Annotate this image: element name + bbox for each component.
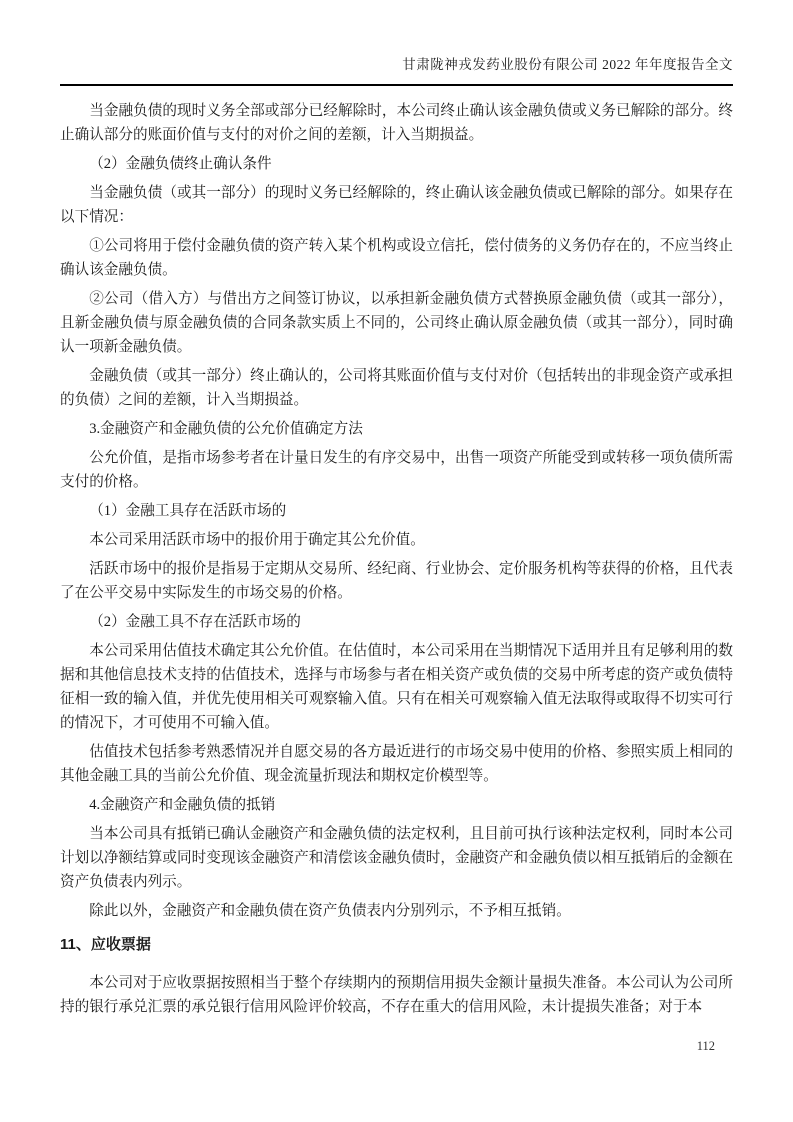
paragraph: 公允价值，是指市场参考者在计量日发生的有序交易中，出售一项资产所能受到或转移一项负债所需支付的价格。: [60, 450, 733, 490]
paragraph: 估值技术包括参考熟悉情况并自愿交易的各方最近进行的市场交易中使用的价格、参照实质上相同的其他金融工具的当前公允价值、现金流量折现法和期权定价模型等。: [60, 744, 733, 784]
paragraph: 当本公司具有抵销已确认金融资产和金融负债的法定权利，且目前可执行该种法定权利，同时本公司计划以净额结算或同时变现该金融资产和清偿该金融负债时，金融资产和金融负债以相互抵销后的金额在资产负债表内列示。: [60, 826, 733, 890]
paragraph: 活跃市场中的报价是指易于定期从交易所、经纪商、行业协会、定价服务机构等获得的价格，且代表了在公平交易中实际发生的市场交易的价格。: [60, 561, 733, 601]
paragraph: 本公司采用活跃市场中的报价用于确定其公允价值。: [89, 532, 425, 548]
document-body: [60, 99, 733, 1024]
paragraph: 当金融负债的现时义务全部或部分已经解除时，本公司终止确认该金融负债或义务已解除的部分。终止确认部分的账面价值与支付的对价之间的差额，计入当期损益。: [60, 103, 733, 143]
paragraph: 本公司对于应收票据按照相当于整个存续期内的预期信用损失金额计量损失准备。本公司认为公司所持的银行承兑汇票的承兑银行信用风险评价较高，不存在重大的信用风险，未计提损失准备；对于本: [60, 975, 733, 1015]
paragraph: （2）金融工具不存在活跃市场的: [89, 614, 301, 630]
paragraph: ①公司将用于偿付金融负债的资产转入某个机构或设立信托，偿付债务的义务仍存在的，不应当终止确认该金融负债。: [60, 238, 733, 278]
paragraph: 当金融负债（或其一部分）的现时义务已经解除的，终止确认该金融负债或已解除的部分。如果存在以下情况：: [60, 185, 733, 225]
paragraph: 本公司采用估值技术确定其公允价值。在估值时，本公司采用在当期情况下适用并且有足够利用的数据和其他信息技术支持的估值技术，选择与市场参与者在相关资产或负债的交易中所考虑的资产或负债特征相一致的输入值，并优先使用相关可观察输入值。只有在相关可观察输入值无法取得或取得不切实可行的情况下，才可使用不可输入值。: [60, 643, 733, 731]
paragraph: （2）金融负债终止确认条件: [89, 156, 272, 172]
section-heading: 11、应收票据: [60, 936, 151, 953]
paragraph: 金融负债（或其一部分）终止确认的，公司将其账面价值与支付对价（包括转出的非现金资产或承担的负债）之间的差额，计入当期损益。: [60, 368, 733, 408]
paragraph: 3.金融资产和金融负债的公允价值确定方法: [89, 421, 363, 437]
paragraph: ②公司（借入方）与借出方之间签订协议，以承担新金融负债方式替换原金融负债（或其一部分），且新金融负债与原金融负债的合同条款实质上不同的，公司终止确认原金融负债（或其一部分），同时确认一项新金融负债。: [60, 291, 733, 355]
paragraph: 4.金融资产和金融负债的抵销: [89, 797, 276, 813]
header-divider: [60, 84, 733, 86]
page-header-text: 甘肃陇神戎发药业股份有限公司 2022 年年度报告全文: [402, 57, 733, 72]
paragraph: （1）金融工具存在活跃市场的: [89, 503, 287, 519]
page-number: 112: [696, 1039, 715, 1053]
paragraph: 除此以外，金融资产和金融负债在资产负债表内分别列示，不予相互抵销。: [89, 903, 571, 919]
